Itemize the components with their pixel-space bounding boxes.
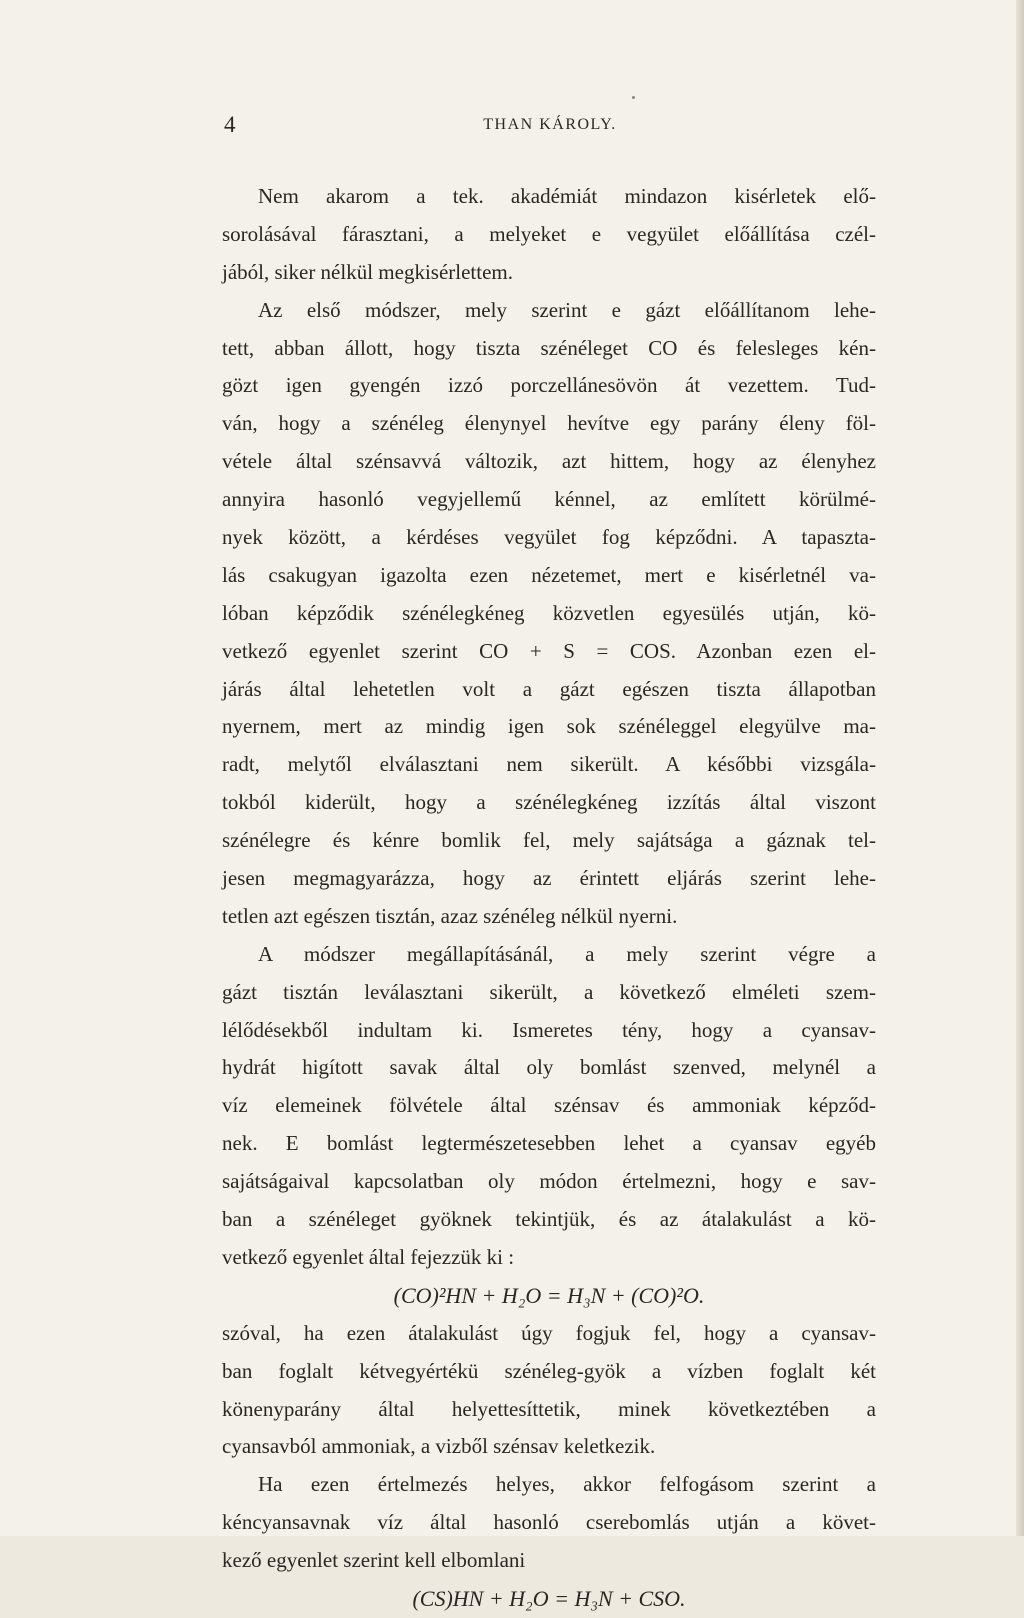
text-line: radt, melytől elválasztani nem sikerült. A későbbi vizsgála- <box>222 752 876 777</box>
text-line: szénélegre és kénre bomlik fel, mely sajátsága a gáznak tel- <box>222 828 876 853</box>
text-line: tetlen azt egészen tisztán, azaz szénéleg nélkül nyerni. <box>222 903 678 928</box>
text-line: vetkező egyenlet szerint CO + S = COS. Azonban ezen el- <box>222 638 876 663</box>
page-header <box>224 112 876 142</box>
text-line: gázt tisztán leválasztani sikerült, a következő elméleti szem- <box>222 979 876 1004</box>
text-line: lóban képződik szénélegkéneg közvetlen egyesülés utján, kö- <box>222 600 876 625</box>
text-line: tokból kiderült, hogy a szénélegkéneg izzítás által viszont <box>222 790 876 815</box>
text-line: járás által lehetetlen volt a gázt egészen tiszta állapotban <box>222 676 876 701</box>
text-line: sajátságaival kapcsolatban oly módon értelmezni, hogy e sav- <box>222 1169 876 1194</box>
page-number: 4 <box>224 112 236 137</box>
text-line: cyansavból ammoniak, a vizből szénsav keletkezik. <box>222 1434 656 1459</box>
text-line: kező egyenlet szerint kell elbomlani <box>222 1548 526 1573</box>
text-line: gözt igen gyengén izzó porczellánesövön át vezettem. Tud- <box>222 373 876 398</box>
page-edge-shadow <box>1016 0 1024 1536</box>
text-line: Ha ezen értelmezés helyes, akkor felfogásom szerint a <box>258 1472 876 1497</box>
paper-speck <box>632 96 635 99</box>
text-line: nek. E bomlást legtermészetesebben lehet a cyansav egyéb <box>222 1131 876 1156</box>
text-line: tett, abban állott, hogy tiszta szénéleget CO és felesleges kén- <box>222 335 876 360</box>
text-line: A módszer megállapításánál, a mely szerint végre a <box>258 941 876 966</box>
text-line: Az első módszer, mely szerint e gázt előállítanom lehe- <box>258 297 876 322</box>
text-line: jesen megmagyarázza, hogy az érintett eljárás szerint lehe- <box>222 866 876 891</box>
text-line: lás csakugyan igazolta ezen nézetemet, mert e kisérletnél va- <box>222 562 876 587</box>
text-line: könenyparány által helyettesíttetik, minek következtében a <box>222 1396 876 1421</box>
text-line: ban foglalt kétvegyértékü szénéleg-gyök a vízben foglalt két <box>222 1358 876 1383</box>
text-line: szóval, ha ezen átalakulást úgy fogjuk fel, hogy a cyansav- <box>222 1320 876 1345</box>
text-line: lélődésekből indultam ki. Ismeretes tény, hogy a cyansav- <box>222 1017 876 1042</box>
running-head: THAN KÁROLY. <box>483 116 617 133</box>
text-line: vétele által szénsavvá változik, azt hittem, hogy az élenyhez <box>222 449 876 474</box>
text-line: sorolásával fárasztani, a melyeket e vegyület előállítása czél- <box>222 221 876 246</box>
text-line: ván, hogy a szénéleg élenynyel hevítve egy parány éleny föl- <box>222 411 876 436</box>
body-text <box>222 178 876 1618</box>
text-line: vetkező egyenlet által fejezzük ki : <box>222 1244 515 1269</box>
text-line: hydrát higított savak által oly bomlást szenved, melynél a <box>222 1055 876 1080</box>
text-line: jából, siker nélkül megkisérlettem. <box>222 259 514 284</box>
text-line: víz elemeinek fölvétele által szénsav és ammoniak képződ- <box>222 1093 876 1118</box>
equation-line: (CO)²HN + H₂O = H₃N + (CO)²O. <box>393 1282 705 1308</box>
text-line: ban a szénéleget gyöknek tekintjük, és az átalakulást a kö- <box>222 1207 876 1232</box>
text-line: nyernem, mert az mindig igen sok szénéleggel elegyülve ma- <box>222 714 876 739</box>
text-line: Nem akarom a tek. akadémiát mindazon kisérletek elő- <box>258 184 876 208</box>
text-line: annyira hasonló vegyjellemű kénnel, az említett körülmé- <box>222 487 876 512</box>
text-line: nyek között, a kérdéses vegyület fog képződni. A tapaszta- <box>222 525 876 550</box>
equation-line: (CS)HN + H₂O = H₃N + CSO. <box>412 1585 686 1611</box>
text-line: kéncyansavnak víz által hasonló cserebomlás utján a követ- <box>222 1510 876 1535</box>
